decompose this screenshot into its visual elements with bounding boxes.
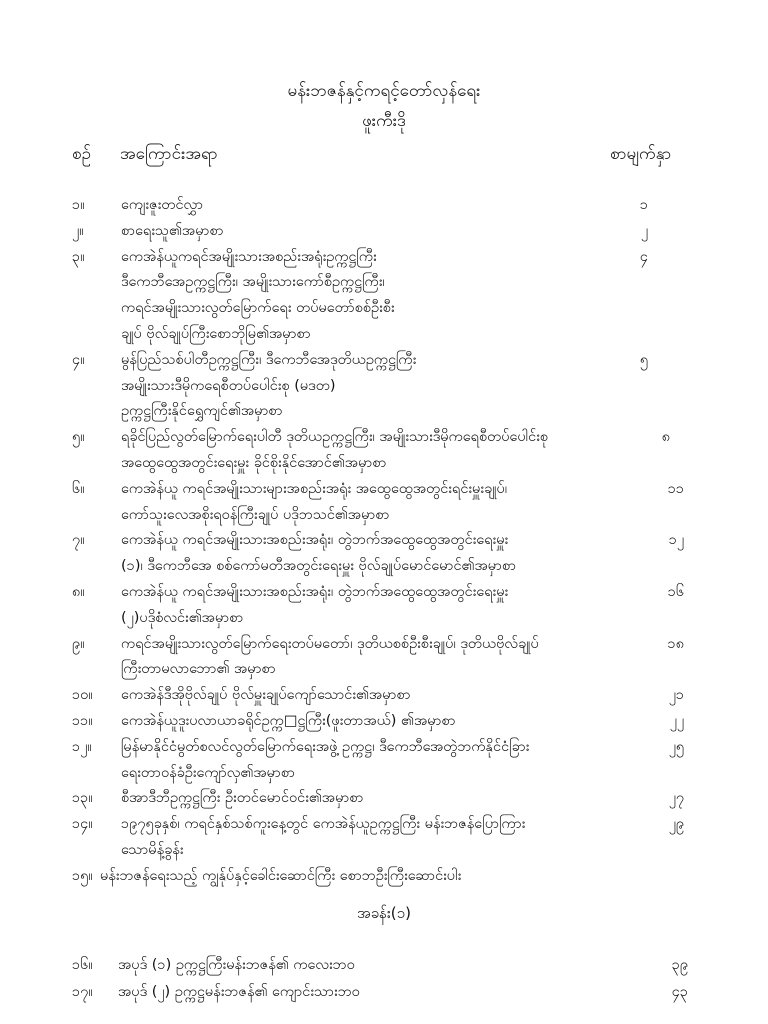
entry-text: ရခိုင်ပြည်လွတ်မြောက်ရေးပါတီ ဒုတိယဥက္ကဋ္ဌကြီး၊ အမျိုးသားဒီမိုကရေစီတပ်ပေါင်းစု xyxy=(121,429,549,446)
entry-number: ၁၃။ xyxy=(72,790,93,807)
entry-number: ၁၂။ xyxy=(72,738,92,755)
entry-number: ၆။ xyxy=(72,480,85,497)
entry-number: ၁၅။ xyxy=(72,867,93,884)
entry-text: အမျိုးသားဒီမိုကရေစီတပ်ပေါင်းစု (မဒတ) xyxy=(121,377,336,394)
entry-number: ၂။ xyxy=(72,222,84,239)
entry-text: ကေအဲန်ယူ ကရင်အမျိုးသားများအစည်းအရုံး အထွေထွေအတွင်းရင်းမှူးချုပ်၊ xyxy=(121,480,508,497)
entry-text: မြန်မာနိုင်ငံမွတ်စလင်လွတ်မြောက်ရေးအဖွဲ့ ဥက္ကဋ္ဌ၊ ဒီကေဘီအေတွဲဘက်နိုင်ငံခြား xyxy=(121,738,530,755)
entry-page-number: ၁၈ xyxy=(667,635,684,652)
entry-page-number: ၄ xyxy=(639,248,648,265)
entry-page-number: ၂၅ xyxy=(668,738,684,755)
entry-text: သောမိန့်ခွန်း xyxy=(121,842,184,858)
entry-page-number: ၂၇ xyxy=(668,790,684,807)
entry-text: ကျေးဇူးတင်လွှာ xyxy=(121,197,204,213)
entry-text: အပုဒ် (၂) ဥက္ကဋ္ဌမန်းဘဇန်၏ ကျောင်းသားဘဝ xyxy=(118,984,360,1000)
entry-number: ၃။ xyxy=(72,248,85,265)
entry-text: စီအာဒီဘီဥက္ကဋ္ဌကြီး ဦးတင်မောင်ဝင်း၏အမှာစာ xyxy=(121,790,364,807)
entry-page-number: ၁ xyxy=(639,197,648,213)
entry-page-number: ၃၉ xyxy=(671,957,688,973)
entry-page-number: ၂၉ xyxy=(668,816,684,833)
entry-page-number: ၈ xyxy=(661,429,670,446)
entry-number: ၈။ xyxy=(72,584,85,600)
entry-page-number: ၂၁ xyxy=(668,687,684,704)
entry-page-number: ၄၃ xyxy=(671,984,688,1000)
entry-page-number: ၂ xyxy=(640,222,648,239)
entry-text: ကြီးတာမလာဘော၏ အမှာစာ xyxy=(121,661,276,678)
document-title: မန်းဘဇန်နှင့်ကရင့်တော်လှန်ရေး xyxy=(287,81,481,101)
entry-text: ကေအဲန်ယူ ကရင်အမျိုးသားအစည်းအရုံး၊ တွဲဘက်အထွေထွေအတွင်းရေးမှူး xyxy=(121,584,509,600)
entry-number: ၁၄။ xyxy=(72,816,93,833)
entry-number: ၁၁။ xyxy=(72,713,93,729)
entry-text: အထွေထွေအတွင်းရေးမှူး ခိုင်စိုးနိုင်အောင်၏အမှာစာ xyxy=(121,455,387,471)
entry-text: မွန်ပြည်သစ်ပါတီဥက္ကဋ္ဌကြီး၊ ဒီကေဘီအေဒုတိယဥက္ကဋ္ဌကြီး xyxy=(121,351,417,368)
entry-text: ရေးတာဝန်ခံဦးကျော်လှ၏အမှာစာ xyxy=(121,764,295,781)
header-page: စာမျက်နှာ xyxy=(610,144,672,164)
entry-text: ချုပ် ဗိုလ်ချုပ်ကြီးစောဘိုမြ၏အမှာစာ xyxy=(121,326,311,342)
entry-page-number: ၁၁ xyxy=(667,480,684,497)
entry-text: (၂)ပဒိုစံလင်း၏အမှာစာ xyxy=(121,609,244,626)
entry-number: ၁။ xyxy=(72,197,85,213)
entry-text: စာရေးသူ၏အမှာစာ xyxy=(121,222,224,239)
entry-text: ကေအဲန်ဒီအိုဗိုလ်ချုပ် ဗိုလ်မှူးချုပ်ကျော်သောင်း၏အမှာစာ xyxy=(121,687,411,704)
entry-text: ကေအဲန်ယူ ကရင်အမျိုးသားအစည်းအရုံး၊ တွဲဘက်အထွေထွေအတွင်းရေးမှူး xyxy=(121,532,509,549)
entry-number: ၁၇။ xyxy=(72,984,93,1000)
entry-text: (၁)၊ ဒီကေဘီအေ စစ်ကော်မတီအတွင်းရေးမှူး ဗိုလ်ချုပ်မောင်မောင်၏အမှာစာ xyxy=(121,558,517,575)
entry-text: ဒီကေဘီအေဥက္ကဋ္ဌကြီး၊ အမျိုးသားကော်စီဥက္ကဋ္ဌကြီး၊ xyxy=(121,274,385,291)
entry-page-number: ၁၆ xyxy=(667,584,684,600)
entry-page-number: ၂၂ xyxy=(669,713,684,729)
entry-text: ကော်သူးလေအစိုးရဝန်ကြီးချုပ် ပဒိုဘသင်၏အမှာစာ xyxy=(121,506,390,523)
entry-text: အပုဒ် (၁) ဥက္ကဋ္ဌကြီးမန်းဘဇန်၏ ကလေးဘဝ xyxy=(118,957,355,973)
entry-text: ကရင်အမျိုးသားလွတ်မြောက်ရေး တပ်မတော်စစ်ဦးစီး xyxy=(121,300,395,317)
document-subtitle: ဖူးကီးဒို xyxy=(362,111,406,131)
entry-number: ၄။ xyxy=(72,351,85,368)
entry-text: မန်းဘဇန်ရေးသည့် ကျွန်ုပ်နှင့်ခေါင်းဆောင်ကြီး စောဘဦးကြီးဆောင်းပါး xyxy=(100,867,462,884)
entry-text: ကရင်အမျိုးသားလွတ်မြောက်ရေးတပ်မတော်၊ ဒုတိယစစ်ဦးစီးချုပ်၊ ဒုတိယဗိုလ်ချုပ် xyxy=(121,635,539,652)
entry-number: ၅။ xyxy=(72,429,85,446)
entry-number: ၇။ xyxy=(72,532,85,549)
entry-number: ၁၆။ xyxy=(72,957,93,973)
entry-page-number: ၁၂ xyxy=(668,532,684,549)
entry-text: ၁၉၇၅ခုနှစ်၊ ကရင်နှစ်သစ်ကူးနေ့တွင် ကေအဲန်ယူဥက္ကဋ္ဌကြီး မန်းဘဇန်ပြောကြား xyxy=(121,816,526,833)
part-heading: အခန်း(၁) xyxy=(357,904,411,922)
header-subject: အကြောင်းအရာ xyxy=(120,144,218,164)
header-number: စဉ် xyxy=(72,144,91,164)
entry-text: ဥက္ကဋ္ဌကြီးနိုင်ရွှေကျင်၏အမှာစာ xyxy=(121,403,283,420)
entry-text: ကေအဲန်ယူကရင်အမျိုးသားအစည်းအရုံးဥက္ကဋ္ဌကြီး xyxy=(121,248,377,265)
entry-number: ၁၀။ xyxy=(72,687,93,704)
entry-number: ၉။ xyxy=(72,635,85,652)
entry-text: ကေအဲန်ယူဒူးပလာယာခရိုင်ဥက္က□ဋ္ဌကြီး(ဖူးတာအယ်) ၏အမှာစာ xyxy=(121,713,456,729)
entry-page-number: ၅ xyxy=(639,351,648,368)
